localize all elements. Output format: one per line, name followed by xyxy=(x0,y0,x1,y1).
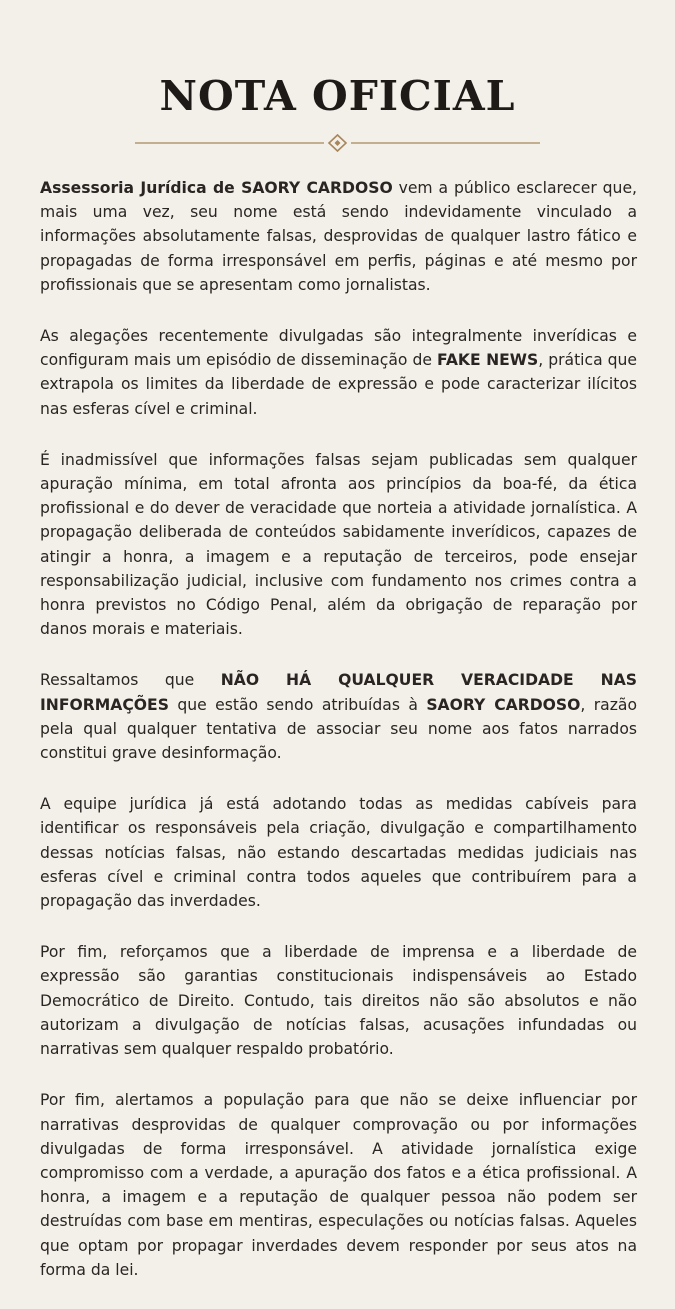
paragraph-text: As alegações recentemente divulgadas são integralmente inverídicas e configuram mais um episódio de disseminação de xyxy=(40,327,637,370)
paragraph-liberdade-imprensa xyxy=(40,940,637,1061)
paragraph-text: Por fim, reforçamos que a liberdade de imprensa e a liberdade de expressão são garantias constitucionais indispensáveis ao Estado Democrático de Direito. Contudo, tais direitos não são absolutos e não autorizam a divulgação de notícias falsas, acusações infundadas ou narrativas sem qualquer respaldo probatório. xyxy=(40,943,637,1059)
paragraph-text: Ressaltamos que xyxy=(40,671,221,690)
page-title: NOTA OFICIAL xyxy=(159,72,516,120)
title-divider xyxy=(0,132,675,154)
paragraph-ressaltamos xyxy=(40,668,637,765)
paragraph-fake-news xyxy=(40,324,637,421)
paragraph-text: que estão sendo atribuídas à xyxy=(168,695,427,714)
cropped-next-line xyxy=(40,1189,637,1200)
paragraph-text: vem a público esclarecer que, mais uma vez, seu nome está sendo indevidamente vinculado a informações absolutamente falsas, desprovidas de qualquer lastro fático e propagadas de forma irresponsável em perfis, páginas e até mesmo por profissionais que se apresentam como jornalistas. xyxy=(40,179,637,294)
diamond-inner-icon xyxy=(335,140,341,146)
paragraph-equipe-juridica xyxy=(40,792,637,913)
paragraph-intro xyxy=(40,176,637,297)
paragraph-text: A equipe jurídica já está adotando todas as medidas cabíveis para identificar os responsáveis pela criação, divulgação e compartilhamento dessas notícias falsas, não estando descartadas medidas judiciais nas esferas cível e criminal contra todos aqueles que contribuírem para a propagação das inverdades. xyxy=(40,795,637,911)
emphasis-text: FAKE NEWS xyxy=(436,351,539,370)
paragraph-alerta-populacao xyxy=(40,1088,637,1282)
emphasis-text: SAORY CARDOSO xyxy=(426,695,581,714)
paragraph-text: Por fim, alertamos a população para que não se deixe influenciar por narrativas desprovidas de qualquer comprovação ou por informações divulgadas de forma irresponsável. A atividade jornalística exige compromisso com a verdade, a apuração dos fatos e a ética profissional. A honra, a imagem e a reputação de qualquer pessoa não podem ser destruídas com base em mentiras, especulações ou notícias falsas. Aqueles que optam por propagar inverdades devem responder por seus atos na forma da lei. xyxy=(40,1091,637,1279)
paragraph-text: , prática que extrapola os limites da liberdade de expressão e pode caracterizar ilícitos nas esferas cível e criminal. xyxy=(40,351,638,418)
paragraph-text: , razão pela qual qualquer tentativa de associar seu nome aos fatos narrados constitui grave desinformação. xyxy=(40,695,638,763)
note-body xyxy=(40,176,637,1309)
paragraph-inadmissivel xyxy=(40,448,637,642)
emphasis-text: Assessoria Jurídica de SAORY CARDOSO xyxy=(40,179,393,197)
paragraph-text: É inadmissível que informações falsas sejam publicadas sem qualquer apuração mínima, em total afronta aos princípios da boa-fé, da ética profissional e do dever de veracidade que norteia a atividade jornalística. A propagação deliberada de conteúdos sabidamente inverídicos, capazes de atingir a honra, a imagem e a reputação de terceiros, pode ensejar responsabilização judicial, inclusive com fundamento nos crimes contra a honra previstos no Código Penal, além da obrigação de reparação por danos morais e materiais. xyxy=(40,450,637,639)
emphasis-text: NÃO HÁ QUALQUER VERACIDADE NAS INFORMAÇÕES xyxy=(40,671,638,714)
